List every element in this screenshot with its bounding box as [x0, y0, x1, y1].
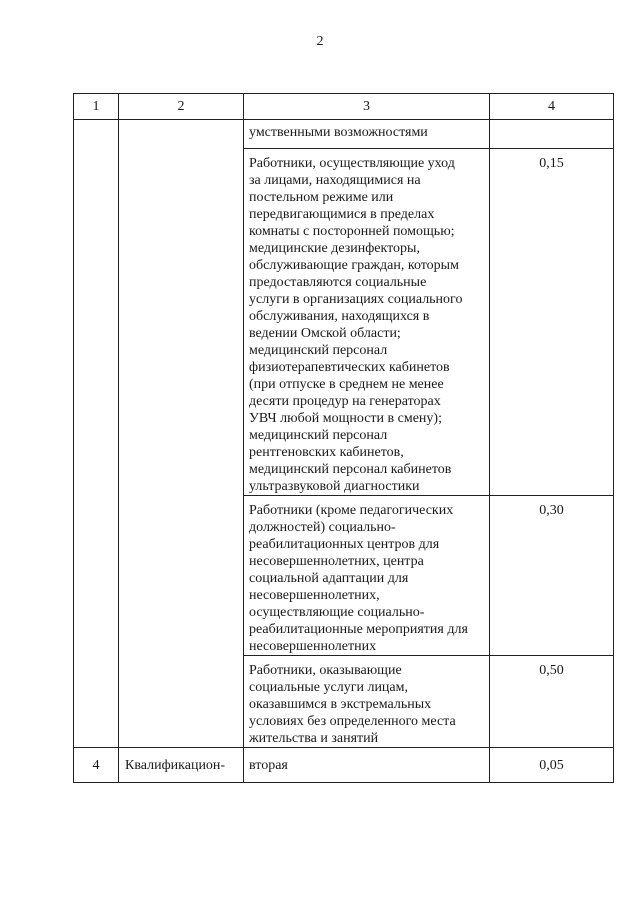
continuation-text: умственными возможностями [249, 125, 428, 140]
text-line: комнаты с посторонней помощью; [249, 224, 455, 239]
text-line: передвигающимися в пределах [249, 207, 435, 222]
text-line: обслуживающие граждан, которым [249, 258, 459, 273]
text-line: десяти процедур на генераторах [249, 394, 441, 409]
row-number-cell [74, 748, 119, 783]
header-col-1: 1 [74, 94, 119, 120]
text-line: (при отпуске в среднем не менее [249, 377, 444, 392]
coefficient-value: 0,15 [539, 156, 564, 171]
category-text: вторая [249, 758, 288, 773]
category-text [244, 496, 489, 655]
text-line: социальной адаптации для [249, 571, 409, 586]
coefficient-cell [490, 748, 614, 783]
text-line: медицинский персонал [249, 428, 388, 443]
header-col-2: 2 [119, 94, 244, 120]
text-line: медицинский персонал кабинетов [249, 462, 452, 477]
page-number: 2 [316, 34, 324, 49]
text-line: за лицами, находящимися на [249, 173, 421, 188]
category-cell [244, 656, 490, 748]
text-line: несовершеннолетних [249, 639, 377, 654]
coefficient-value: 0,05 [539, 758, 564, 773]
text-line: Работники, оказывающие [249, 663, 402, 678]
text-line: ведении Омской области; [249, 326, 401, 341]
text-line: физиотерапевтических кабинетов [249, 360, 450, 375]
continuation-cell [244, 120, 490, 149]
category-cell [244, 149, 490, 496]
category-cell [244, 496, 490, 656]
text-line: ультразвуковой диагностики [249, 479, 420, 494]
text-line: жительства и занятий [249, 731, 379, 746]
coefficient-value: 0,50 [539, 663, 564, 678]
text-line: должностей) социально- [249, 520, 396, 535]
text-line: несовершеннолетних, центра [249, 554, 424, 569]
header-col-4: 4 [490, 94, 614, 120]
text-line: услуги в организациях социального [249, 292, 463, 307]
coefficient-value: 0,30 [539, 503, 564, 518]
table-row-last [74, 748, 614, 783]
category-text [244, 149, 489, 495]
table-header-row [74, 94, 614, 120]
text-line: оказавшимся в экстремальных [249, 697, 432, 712]
text-line: обслуживания, находящихся в [249, 309, 430, 324]
continuation-row [74, 120, 614, 149]
coefficients-table [73, 93, 614, 783]
category-cell [244, 748, 490, 783]
text-line: медицинские дезинфекторы, [249, 241, 420, 256]
text-line: Работники, осуществляющие уход [249, 156, 455, 171]
text-line: реабилитационных центров для [249, 537, 440, 552]
text-line: реабилитационные мероприятия для [249, 622, 468, 637]
coefficient-cell [490, 149, 614, 496]
text-line: осуществляющие социально- [249, 605, 425, 620]
text-line: медицинский персонал [249, 343, 388, 358]
name-cell-empty [119, 120, 244, 748]
text-line: рентгеновских кабинетов, [249, 445, 404, 460]
header-col-3: 3 [244, 94, 490, 120]
text-line: социальные услуги лицам, [249, 680, 408, 695]
number-cell-empty [74, 120, 119, 748]
text-line: постельном режиме или [249, 190, 394, 205]
coefficient-cell [490, 496, 614, 656]
category-text [244, 656, 489, 747]
qualification-text: Квалификацион- [125, 758, 226, 773]
text-line: Работники (кроме педагогических [249, 503, 454, 518]
text-line: УВЧ любой мощности в смену); [249, 411, 442, 426]
continuation-coef-empty [490, 120, 614, 149]
text-line: предоставляются социальные [249, 275, 427, 290]
text-line: условиях без определенного места [249, 714, 456, 729]
qualification-cell [119, 748, 244, 783]
row-number: 4 [92, 758, 100, 773]
text-line: несовершеннолетних, [249, 588, 380, 603]
coefficient-cell [490, 656, 614, 748]
